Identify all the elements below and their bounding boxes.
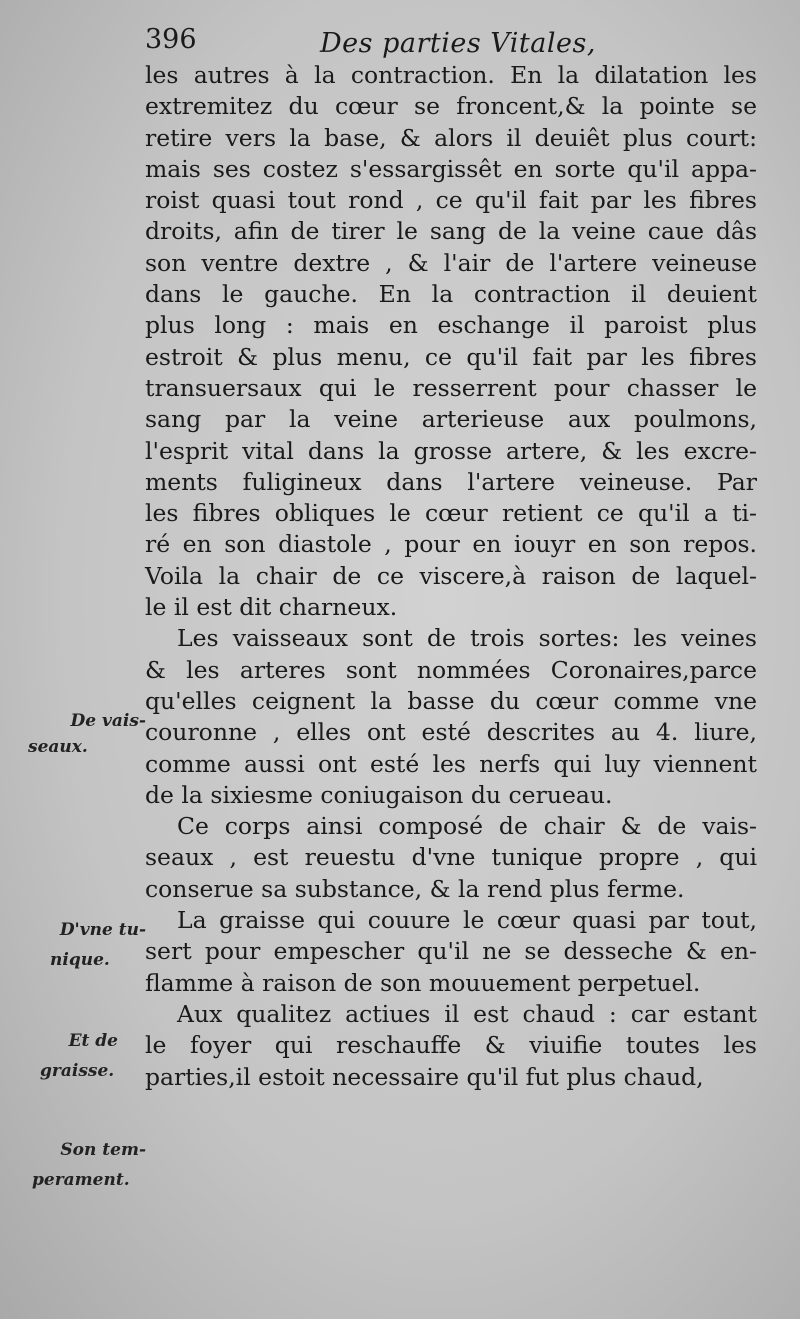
margin-note-line: seaux. [28,737,88,757]
text-line: les autres à la contraction. En la dilatation les [145,61,757,89]
text-line: son ventre dextre , & l'air de l'artere veineuse [145,248,757,277]
text-line: couronne , elles ont esté descrites au 4. liure, [145,718,757,747]
margin-note-line: graisse. [40,1061,115,1081]
margin-note-line: Son tem- [60,1140,146,1160]
text-line: retire vers la base, & alors il deuiêt plus court: [145,123,757,152]
running-title: Des parties Vitales, [320,28,596,59]
margin-note [28,1026,146,1086]
text-line: flamme à raison de son mouuement perpetuel. [145,968,701,997]
text-line: La graisse qui couure le cœur quasi par tout, [177,906,757,935]
text-line: le il est dit charneux. [145,593,398,622]
text-line: roist quasi tout rond , ce qu'il fait par les fibres [145,186,757,215]
margin-note-line: D'vne tu- [59,920,146,940]
text-line: conserue sa substance, & la rend plus ferme. [145,874,685,903]
text-line: seaux , est reuestu d'vne tunique propre , qui [145,843,757,872]
text-line: le foyer qui reschauffe & viuifie toutes les [145,1031,757,1060]
text-line: plus long : mais en eschange il paroist plus [145,311,757,340]
text-line: dans le gauche. En la contraction il deuient [145,280,757,309]
margin-note-line: nique. [50,950,110,970]
text-line: de la sixiesme coniugaison du cerueau. [145,780,613,809]
text-line: transuersaux qui le resserrent pour chasser le [145,373,757,402]
body-text [145,60,757,1093]
text-line: estroit & plus menu, ce qu'il fait par les fibres [145,342,757,371]
margin-note-line: Et de [68,1031,118,1051]
page-number: 396 [145,24,197,55]
text-line: ré en son diastole , pour en iouyr en son repos. [145,530,757,559]
text-line: Ce corps ainsi composé de chair & de vais- [177,812,757,841]
margin-note [28,1135,146,1195]
text-line: Les vaisseaux sont de trois sortes: les veines [177,624,757,653]
margin-note [28,915,146,975]
text-line: comme aussi ont esté les nerfs qui luy viennent [145,749,757,778]
text-line: l'esprit vital dans la grosse artere, & les excre- [145,436,757,465]
text-line: parties,il estoit necessaire qu'il fut plus chaud, [145,1062,704,1091]
margin-note-line: perament. [32,1170,130,1190]
page-header [145,18,765,62]
text-line: Voila la chair de ce viscere,à raison de laquel- [145,561,757,590]
text-line: sang par la veine arterieuse aux poulmons, [145,405,757,434]
text-line: ments fuligineux dans l'artere veineuse. Par [145,467,757,496]
text-line: les fibres obliques le cœur retient ce qu'il a ti- [145,499,757,528]
text-line: mais ses costez s'essargissêt en sorte qu'il appa- [145,154,757,183]
text-line: & les arteres sont nommées Coronaires,parce [145,655,757,684]
margin-note-line: De vais- [70,711,146,731]
text-line: qu'elles ceignent la basse du cœur comme vne [145,686,757,715]
text-line: extremitez du cœur se froncent,& la pointe se [145,92,757,121]
text-line: droits, afin de tirer le sang de la veine caue dâs [145,217,757,246]
text-line: Aux qualitez actiues il est chaud : car estant [177,999,757,1028]
margin-note [28,706,146,762]
text-line: sert pour empescher qu'il ne se desseche & en- [145,937,757,966]
